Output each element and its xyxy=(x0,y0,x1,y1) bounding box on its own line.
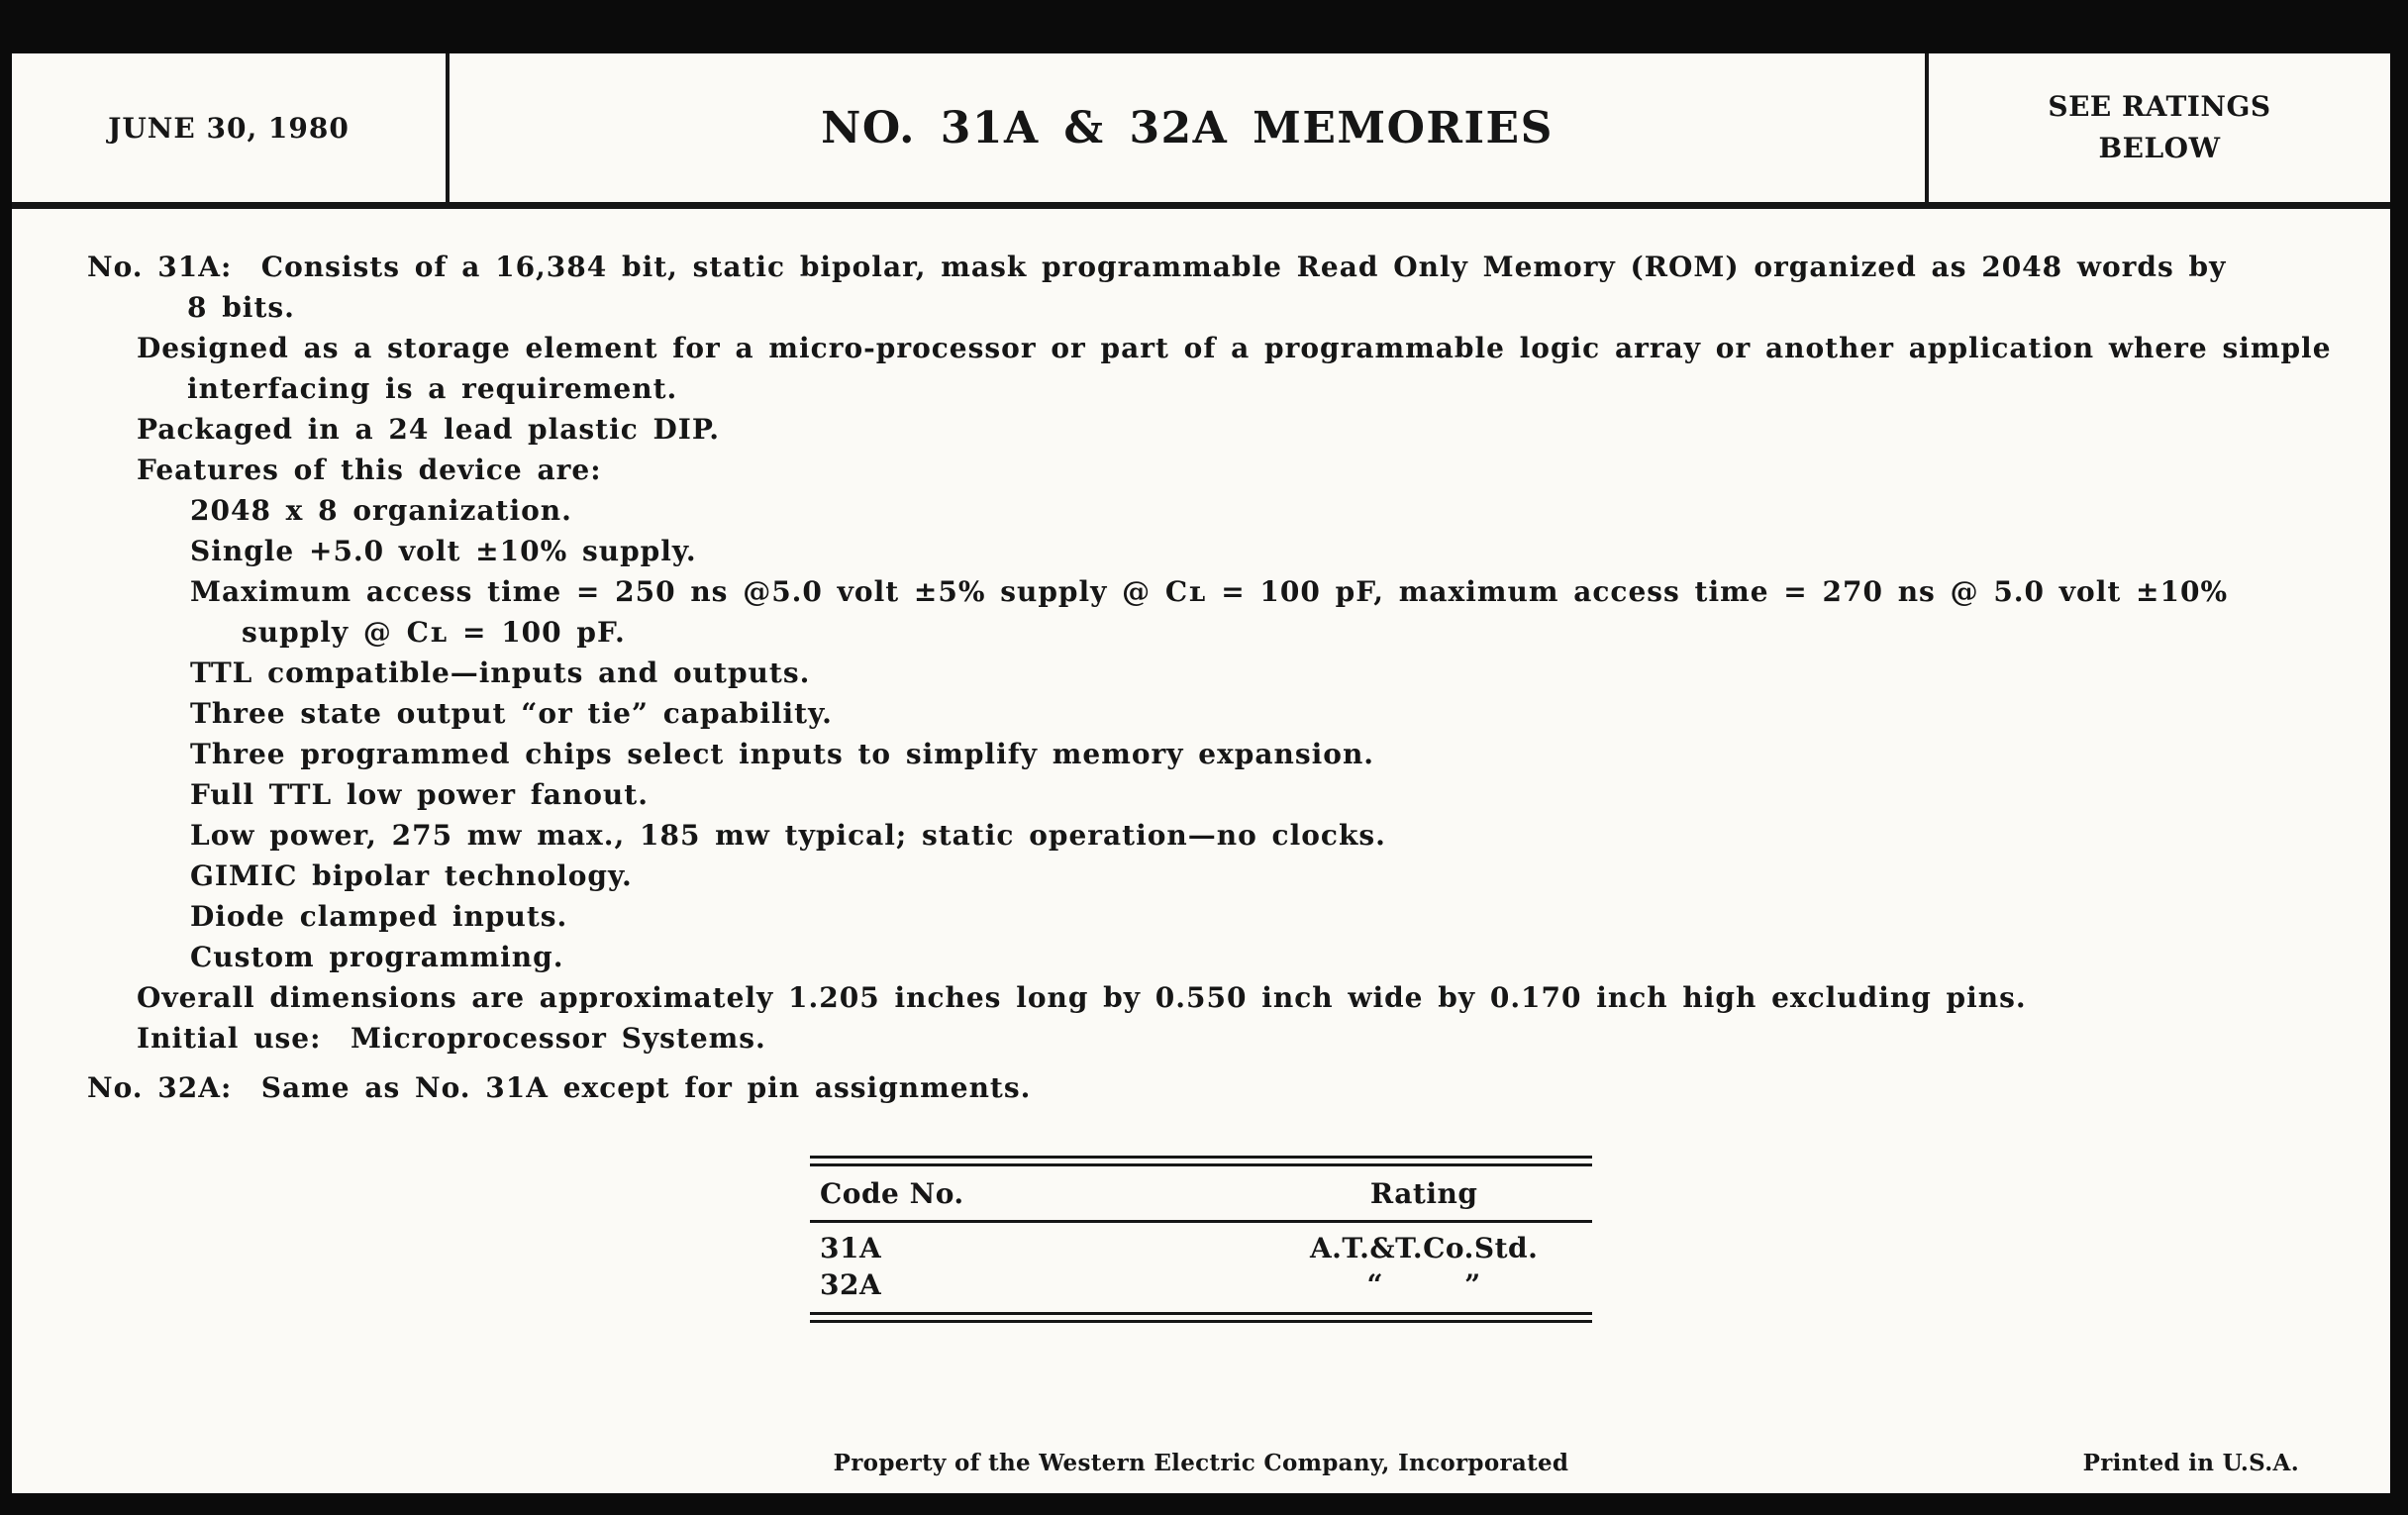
line-feature-custom: Custom programming. xyxy=(190,941,564,973)
code-cell-31a: 31A xyxy=(820,1232,882,1264)
line-feature-low-power: Low power, 275 mw max., 185 mw typical; static operation—no clocks. xyxy=(190,819,1386,852)
line-no31a-1: No. 31A: Consists of a 16,384 bit, static bipolar, mask programmable Read Only Memory (ROM) organized as 2048 words by xyxy=(87,251,2227,283)
document-date: JUNE 30, 1980 xyxy=(12,53,450,202)
rating-cell-32a: “ ” xyxy=(1366,1268,1481,1301)
line-no32a: No. 32A: Same as No. 31A except for pin assignments. xyxy=(87,1071,1032,1104)
header-rule xyxy=(12,202,2390,209)
document-body xyxy=(12,209,2390,1108)
table-header-rating: Rating xyxy=(1369,1176,1478,1210)
table-top-rule xyxy=(810,1156,1592,1166)
line-packaged: Packaged in a 24 lead plastic DIP. xyxy=(137,413,721,446)
ratings-note xyxy=(1925,53,2390,202)
ratings-note-line2: BELOW xyxy=(2098,132,2221,164)
document-footer xyxy=(12,1450,2390,1481)
rating-cell-31a: A.T.&T.Co.Std. xyxy=(1309,1232,1539,1264)
line-feature-ttl-compatible: TTL compatible—inputs and outputs. xyxy=(190,656,811,689)
document-header xyxy=(12,53,2390,202)
ratings-table xyxy=(810,1156,1592,1323)
line-initial-use: Initial use: Microprocessor Systems. xyxy=(137,1022,766,1055)
property-notice: Property of the Western Electric Company, Incorporated xyxy=(833,1450,1569,1476)
line-designed-2: interfacing is a requirement. xyxy=(187,372,678,405)
line-feature-chip-select: Three programmed chips select inputs to simplify memory expansion. xyxy=(190,738,1375,770)
document-title: NO. 31A & 32A MEMORIES xyxy=(821,102,1554,153)
line-overall-dimensions: Overall dimensions are approximately 1.205 inches long by 0.550 inch wide by 0.170 inch high excluding pins. xyxy=(137,981,2027,1014)
line-features-intro: Features of this device are: xyxy=(137,454,602,486)
table-row-32a xyxy=(810,1266,1592,1312)
line-no31a-2: 8 bits. xyxy=(187,291,295,324)
line-feature-access-1: Maximum access time = 250 ns @5.0 volt ±5% supply @ Cʟ = 100 pF, maximum access time = 270 ns @ 5.0 volt ±10% xyxy=(190,575,2229,608)
table-header-code-no: Code No. xyxy=(820,1176,964,1210)
line-feature-access-2: supply @ Cʟ = 100 pF. xyxy=(242,616,626,649)
document-page xyxy=(12,53,2390,1493)
table-header-row xyxy=(810,1166,1592,1220)
line-feature-organization: 2048 x 8 organization. xyxy=(190,494,572,527)
line-designed-1: Designed as a storage element for a micro-processor or part of a programmable logic array or another application where simple xyxy=(137,332,2332,364)
line-feature-fanout: Full TTL low power fanout. xyxy=(190,778,649,811)
printed-notice: Printed in U.S.A. xyxy=(2082,1450,2299,1476)
line-feature-diode: Diode clamped inputs. xyxy=(190,900,568,933)
line-feature-supply: Single +5.0 volt ±10% supply. xyxy=(190,535,697,567)
line-feature-three-state: Three state output “or tie” capability. xyxy=(190,697,833,730)
line-feature-gimic: GIMIC bipolar technology. xyxy=(190,859,633,892)
table-bottom-rule xyxy=(810,1312,1592,1323)
table-row-31a xyxy=(810,1223,1592,1266)
code-cell-32a: 32A xyxy=(820,1268,882,1301)
ratings-note-line1: SEE RATINGS xyxy=(2048,90,2271,123)
